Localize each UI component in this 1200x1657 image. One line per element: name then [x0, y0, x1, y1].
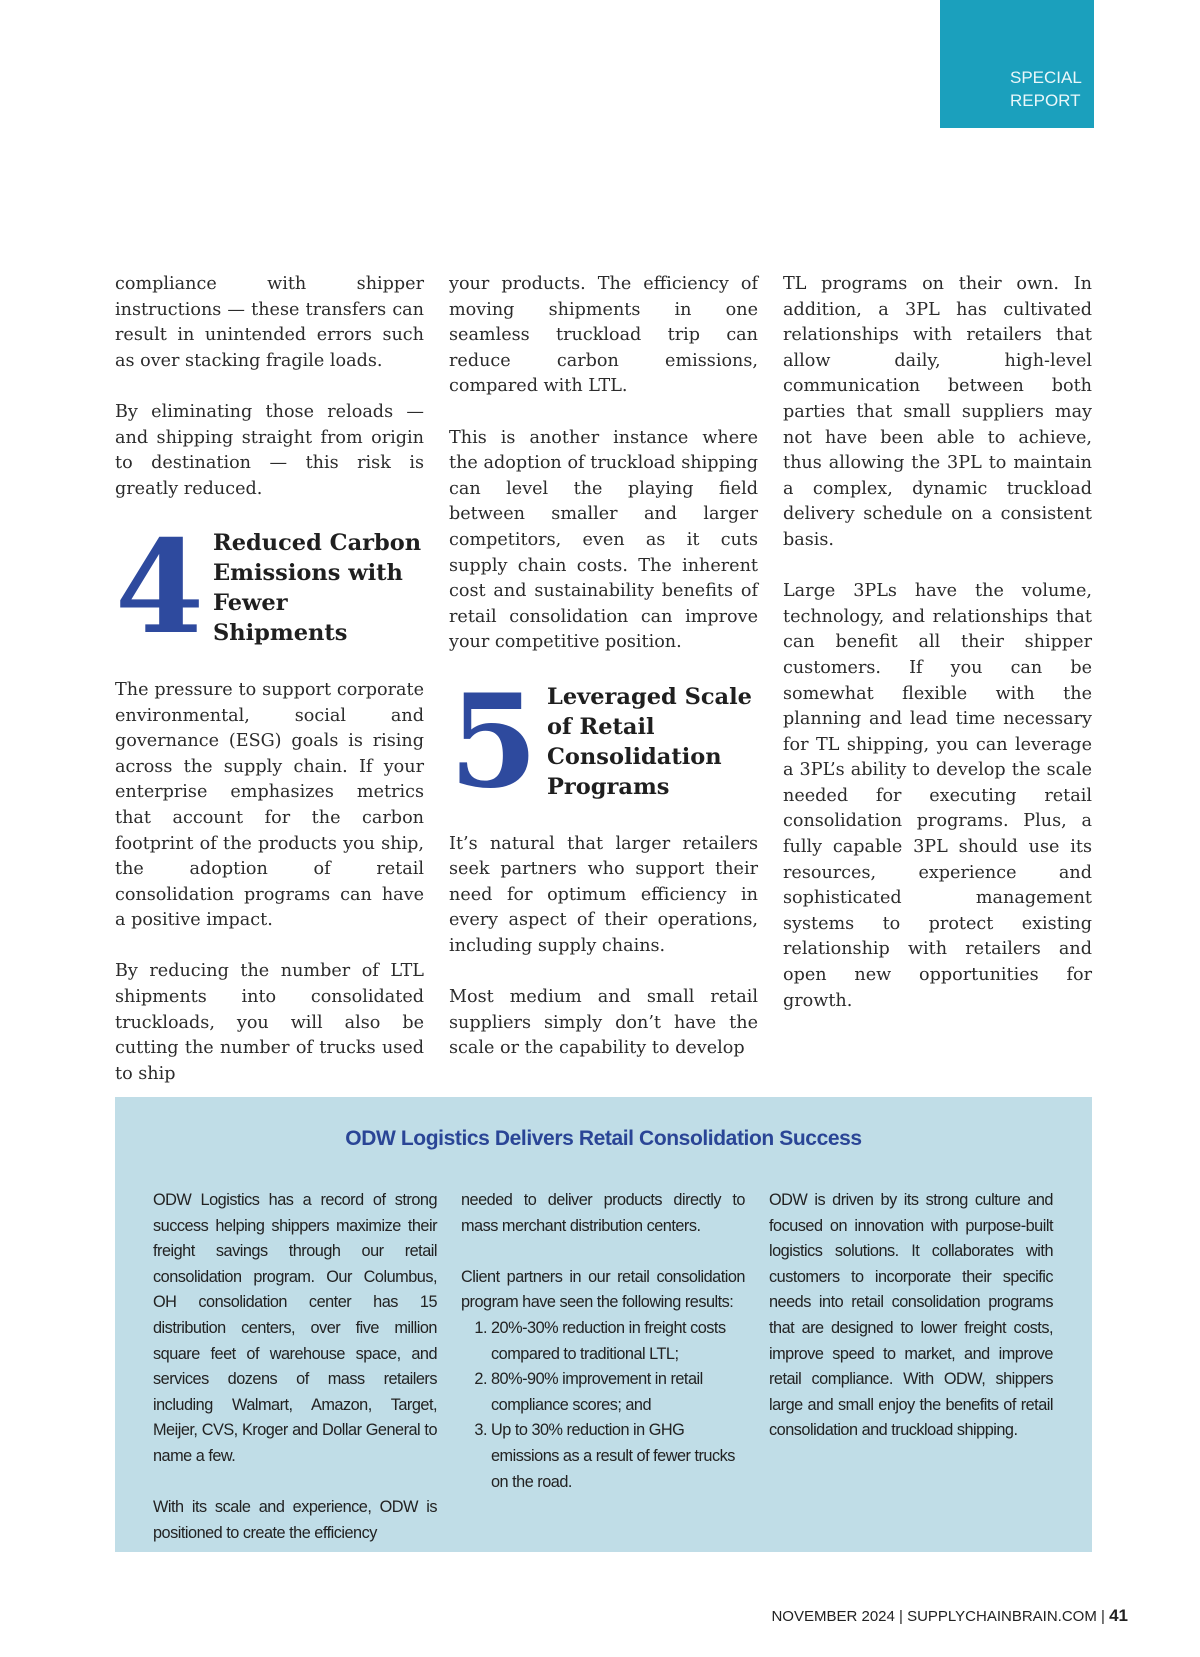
special-report-tab	[940, 0, 1094, 128]
paragraph: Client partners in our retail consolidation program have seen the following results:	[461, 1267, 745, 1312]
paragraph: It’s natural that larger retailers seek partners who support their need for optimum efficiency in every aspect of their operations, including supply chains.	[449, 833, 758, 956]
paragraph: By reducing the number of LTL shipments into consolidated truckloads, you will also be cutting the number of trucks used to ship	[115, 961, 424, 1084]
paragraph: This is another instance where the adoption of truckload shipping can level the playing field between smaller and larger competitors, even as it cuts supply chain costs. The inherent cost and sustainability benefits of retail consolidation can improve your competitive position.	[449, 427, 758, 653]
paragraph: The pressure to support corporate environmental, social and governance (ESG) goals is rising across the supply chain. If your enterprise emphasizes metrics that account for the carbon footprint of the products you ship, the adoption of retail consolidation programs can have a positive impact.	[115, 679, 424, 931]
section-number: 4	[115, 512, 201, 663]
tab-line-2: REPORT	[1010, 91, 1081, 110]
list-item: 3. Up to 30% reduction in GHG emissions as a result of fewer trucks on the road.	[491, 1418, 745, 1495]
section-title: Leveraged Scale of Retail Consolidation Programs	[547, 683, 752, 800]
section-title: Reduced Carbon Emissions with Fewer Shipments	[213, 529, 422, 646]
results-list	[461, 1316, 745, 1495]
list-item: 1. 20%-30% reduction in freight costs compared to traditional LTL;	[491, 1316, 745, 1367]
paragraph: needed to deliver products directly to mass merchant distribution centers.	[461, 1191, 745, 1235]
paragraph: ODW is driven by its strong culture and focused on innovation with purpose-built logistics solutions. It collaborates with customers to incorporate their specific needs into retail consolidation programs that are designed to lower freight costs, improve speed to market, and improve retail compliance. With ODW, shippers large and small enjoy the benefits of retail consolidation and truckload shipping.	[769, 1191, 1053, 1440]
tab-line-1: SPECIAL	[1010, 68, 1082, 87]
paragraph: compliance with shipper instructions — these transfers can result in unintended errors such as over stacking fragile loads.	[115, 274, 424, 371]
paragraph: TL programs on their own. In addition, a 3PL has cultivated relationships with retailers that allow daily, high-level communication between both parties that small suppliers may not have been able to achieve, thus allowing the 3PL to maintain a complex, dynamic truckload delivery schedule on a consistent basis.	[783, 274, 1092, 550]
section-number: 5	[449, 666, 535, 817]
paragraph: With its scale and experience, ODW is positioned to create the efficiency	[153, 1498, 437, 1542]
issue-info: NOVEMBER 2024 | SUPPLYCHAINBRAIN.COM |	[771, 1608, 1110, 1625]
article-column-1	[115, 272, 424, 1113]
sidebar-column-3	[769, 1188, 1053, 1470]
sidebar-column-1	[153, 1188, 437, 1572]
paragraph: your products. The efficiency of moving shipments in one seamless truckload trip can reduce carbon emissions, compared with LTL.	[449, 274, 758, 397]
list-item: 2. 80%-90% improvement in retail compliance scores; and	[491, 1367, 745, 1418]
paragraph: Most medium and small retail suppliers simply don’t have the scale or the capability to develop	[449, 987, 758, 1059]
article-column-2	[449, 272, 758, 1087]
section-5-heading	[449, 666, 758, 817]
paragraph: Large 3PLs have the volume, technology, and relationships that can benefit all their shipper customers. If you can be somewhat flexible with the planning and lead time necessary for TL shipping, you can leverage a 3PL’s ability to develop the scale needed for executing retail consolidation programs. Plus, a fully capable 3PL should use its resources, experience and sophisticated management systems to protect existing relationship with retailers and open new opportunities for growth.	[783, 581, 1092, 1011]
sidebar-column-2	[461, 1188, 745, 1495]
page-footer	[771, 1606, 1128, 1626]
sidebar-title: ODW Logistics Delivers Retail Consolidation Success	[345, 1127, 862, 1150]
page-number: 41	[1109, 1606, 1128, 1625]
section-4-heading	[115, 512, 424, 663]
paragraph: By eliminating those reloads — and shipping straight from origin to destination — this risk is greatly reduced.	[115, 401, 424, 499]
sidebar-box	[115, 1097, 1092, 1552]
article-column-3	[783, 272, 1092, 1040]
paragraph: ODW Logistics has a record of strong success helping shippers maximize their freight savings through our retail consolidation program. Our Columbus, OH consolidation center has 15 distribution centers, over five million square feet of warehouse space, and services dozens of mass retailers including Walmart, Amazon, Target, Meijer, CVS, Kroger and Dollar General to name a few.	[153, 1191, 437, 1465]
